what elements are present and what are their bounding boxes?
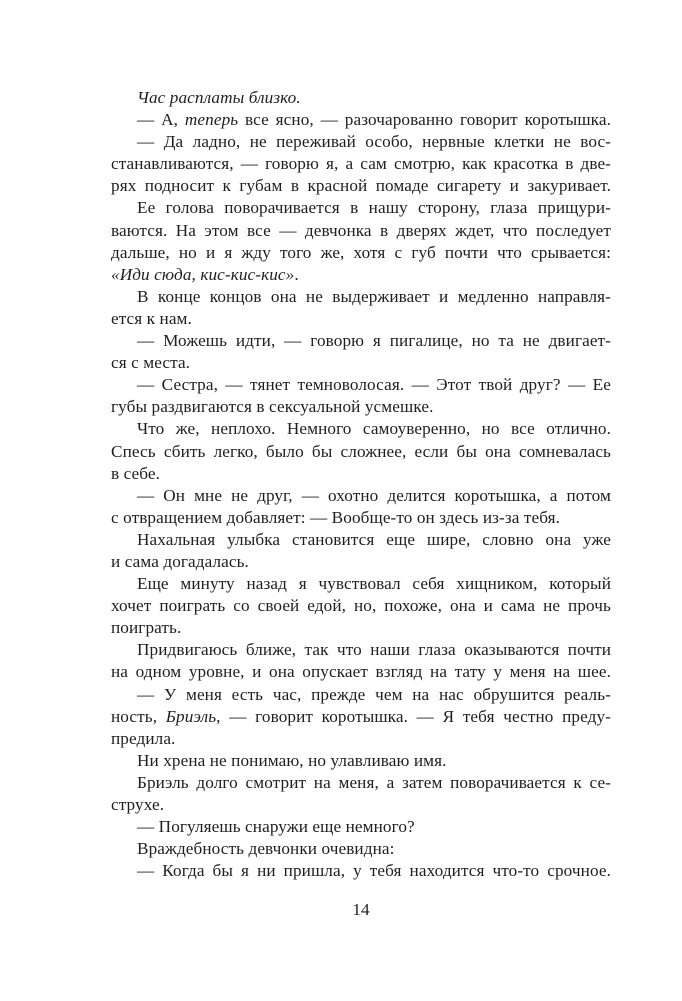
text-line xyxy=(111,639,611,661)
text-segment: Спесь сбить легко, было бы сложнее, если бы она сомневалась xyxy=(111,441,611,461)
text-segment: струхе. xyxy=(111,795,165,814)
text-line xyxy=(111,242,611,264)
text-segment: ваются. На этом все — девчонка в дверях ждет, что последует xyxy=(111,220,611,240)
text-segment: . xyxy=(294,264,299,284)
text-segment: Нахальная улыбка становится еще шире, словно она уже xyxy=(137,529,611,549)
text-segment: в себе. xyxy=(111,463,161,483)
text-segment: — Когда бы я ни пришла, у тебя находится что-то срочное. xyxy=(137,861,611,881)
text-segment: на одном уровне, и она опускает взгляд на тату у меня на шее. xyxy=(111,662,611,682)
text-segment: ность, xyxy=(111,706,166,726)
text-segment: — Сестра, — тянет темноволосая. — Этот твой друг? — Ее xyxy=(137,375,611,395)
italic-text-segment: «Иди сюда, кис-кис-кис» xyxy=(111,264,295,284)
text-line xyxy=(111,838,611,860)
text-line xyxy=(111,728,611,750)
text-segment: — Можешь идти, — говорю я пигалице, но та не двигает- xyxy=(137,331,611,351)
page-number: 14 xyxy=(352,900,370,919)
text-line xyxy=(111,772,611,794)
text-segment: предила. xyxy=(111,728,176,748)
body-text-block xyxy=(111,87,611,882)
text-line xyxy=(111,286,611,308)
text-segment: — Он мне не друг, — охотно делится коротышка, а потом xyxy=(137,485,611,505)
text-segment: Враждебность девчонки очевидна: xyxy=(137,839,395,859)
text-segment: губы раздвигаются в сексуальной усмешке. xyxy=(111,397,434,417)
text-segment: Придвигаюсь ближе, так что наши глаза оказываются почти xyxy=(137,640,611,660)
text-segment: хочет поиграть со своей едой, но, похоже, она и сама не прочь xyxy=(111,596,611,616)
text-line xyxy=(111,352,611,374)
text-line xyxy=(111,264,611,286)
text-segment: — Погуляешь снаружи еще немного? xyxy=(137,817,415,837)
text-segment: Ее голова поворачивается в нашу сторону, глаза прищури- xyxy=(137,198,611,218)
text-line xyxy=(111,396,611,418)
text-line xyxy=(111,220,611,242)
text-segment: с отвращением добавляет: — Вообще-то он здесь из-за тебя. xyxy=(111,507,561,527)
text-segment: все ясно, — разочарованно говорит коротышка. xyxy=(238,110,611,130)
text-line xyxy=(111,507,611,529)
text-line xyxy=(111,463,611,485)
text-line xyxy=(111,706,611,728)
text-line xyxy=(111,175,611,197)
text-segment: Что же, неплохо. Немного самоуверенно, но все отлично. xyxy=(137,419,611,439)
text-segment: ется к нам. xyxy=(111,308,192,328)
text-line xyxy=(111,441,611,463)
text-line xyxy=(111,573,611,595)
text-segment: , — говорит коротышка. — Я тебя честно преду- xyxy=(216,706,611,726)
text-line xyxy=(111,551,611,573)
text-line xyxy=(111,109,611,131)
text-line xyxy=(111,131,611,153)
text-line xyxy=(111,308,611,330)
text-line xyxy=(111,529,611,551)
text-segment: и сама догадалась. xyxy=(111,551,249,571)
text-line xyxy=(111,816,611,838)
text-segment: станавливаются, — говорю я, а сам смотрю, как красотка в две- xyxy=(111,154,611,174)
text-line xyxy=(111,661,611,683)
text-segment: поиграть. xyxy=(111,618,182,638)
text-line xyxy=(111,860,611,882)
text-segment: — Да ладно, не переживай особо, нервные клетки не вос- xyxy=(137,132,611,152)
text-segment: Бриэль долго смотрит на меня, а затем поворачивается к се- xyxy=(137,772,611,792)
text-line xyxy=(111,794,611,816)
text-segment: — У меня есть час, прежде чем на нас обрушится реаль- xyxy=(137,684,611,704)
text-line xyxy=(111,153,611,175)
text-segment: Ни хрена не понимаю, но улавливаю имя. xyxy=(137,750,447,770)
text-line xyxy=(111,197,611,219)
text-line xyxy=(111,595,611,617)
italic-text-segment: теперь xyxy=(184,110,239,130)
text-line xyxy=(111,374,611,396)
text-line xyxy=(111,617,611,639)
text-segment: рях подносит к губам в красной помаде сигарету и закуривает. xyxy=(111,176,611,196)
italic-text-segment: Час расплаты близко. xyxy=(137,88,301,107)
text-segment: — А, xyxy=(137,110,185,130)
italic-text-segment: Бриэль xyxy=(165,706,217,726)
text-line xyxy=(111,485,611,507)
text-segment: дальше, но и я жду того же, хотя с губ почти что срывается: xyxy=(111,242,611,262)
text-segment: В конце концов она не выдерживает и медленно направля- xyxy=(137,286,611,306)
text-line xyxy=(111,330,611,352)
text-line xyxy=(111,87,611,109)
text-segment: Еще минуту назад я чувствовал себя хищником, который xyxy=(137,574,611,594)
text-segment: ся с места. xyxy=(111,353,191,373)
text-line xyxy=(111,684,611,706)
text-line xyxy=(111,750,611,772)
text-line xyxy=(111,418,611,440)
